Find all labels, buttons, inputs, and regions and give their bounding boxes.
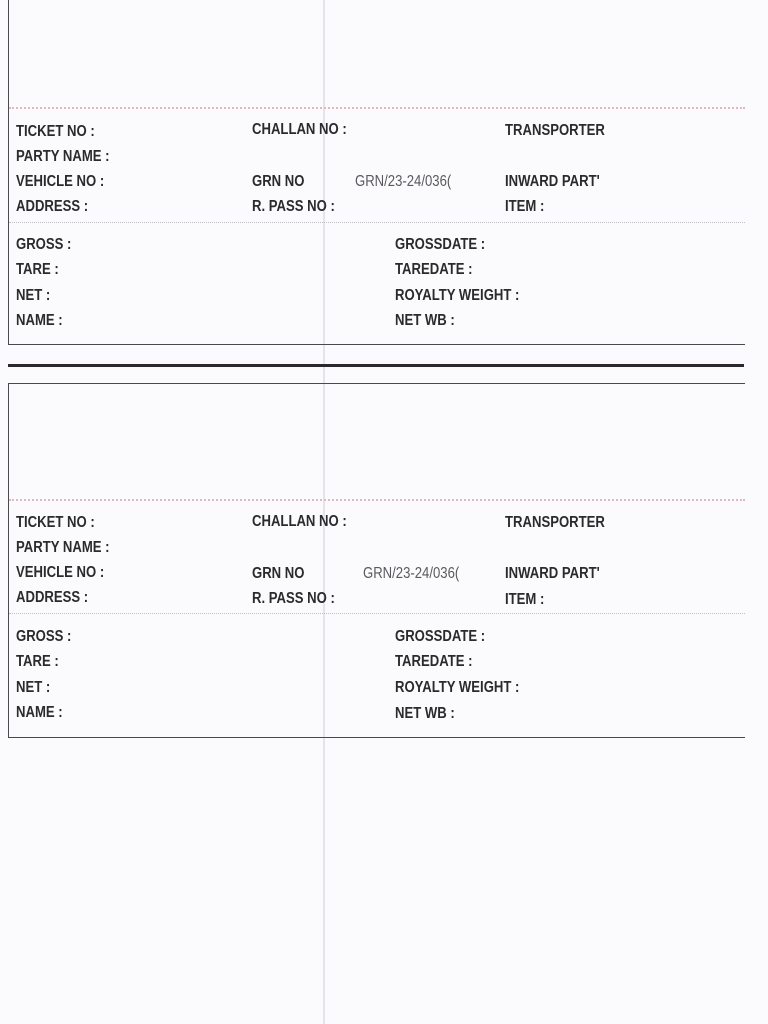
ticket-separator <box>8 364 744 367</box>
gross-label: GROSS : <box>16 236 72 253</box>
address-label: ADDRESS : <box>16 589 89 606</box>
vehicle-no-label: VEHICLE NO : <box>16 564 105 581</box>
vehicle-no-label: VEHICLE NO : <box>16 173 105 190</box>
perforation-line <box>9 499 745 501</box>
ticket-no-label: TICKET NO : <box>16 514 95 531</box>
transporter-label: TRANSPORTER <box>505 514 605 531</box>
party-name-label: PARTY NAME : <box>16 148 110 165</box>
divider <box>9 222 745 223</box>
grn-no-value: GRN/23-24/036( <box>355 173 452 190</box>
item-label: ITEM : <box>505 591 545 608</box>
ticket-no-label: TICKET NO : <box>16 123 95 140</box>
name-label: NAME : <box>16 704 63 721</box>
address-label: ADDRESS : <box>16 198 89 215</box>
divider <box>9 613 745 614</box>
net-wb-label: NET WB : <box>395 312 455 329</box>
gross-label: GROSS : <box>16 628 72 645</box>
weighbridge-ticket-1 <box>8 0 745 345</box>
perforation-line <box>9 107 745 109</box>
grn-no-label: GRN NO <box>252 565 305 582</box>
net-label: NET : <box>16 679 51 696</box>
inward-party-label: INWARD PART' <box>505 173 600 190</box>
r-pass-no-label: R. PASS NO : <box>252 590 335 607</box>
challan-no-label: CHALLAN NO : <box>252 513 347 530</box>
net-wb-label: NET WB : <box>395 705 455 722</box>
party-name-label: PARTY NAME : <box>16 539 110 556</box>
challan-no-label: CHALLAN NO : <box>252 121 347 138</box>
royalty-weight-label: ROYALTY WEIGHT : <box>395 679 520 696</box>
weighbridge-ticket-2 <box>8 383 745 738</box>
tare-date-label: TAREDATE : <box>395 653 473 670</box>
transporter-label: TRANSPORTER <box>505 122 605 139</box>
inward-party-label: INWARD PART' <box>505 565 600 582</box>
r-pass-no-label: R. PASS NO : <box>252 198 335 215</box>
net-label: NET : <box>16 287 51 304</box>
tare-label: TARE : <box>16 261 59 278</box>
tare-label: TARE : <box>16 653 59 670</box>
item-label: ITEM : <box>505 198 545 215</box>
grn-no-value: GRN/23-24/036( <box>363 565 460 582</box>
tare-date-label: TAREDATE : <box>395 261 473 278</box>
grn-no-label: GRN NO <box>252 173 305 190</box>
gross-date-label: GROSSDATE : <box>395 236 486 253</box>
royalty-weight-label: ROYALTY WEIGHT : <box>395 287 520 304</box>
name-label: NAME : <box>16 312 63 329</box>
gross-date-label: GROSSDATE : <box>395 628 486 645</box>
